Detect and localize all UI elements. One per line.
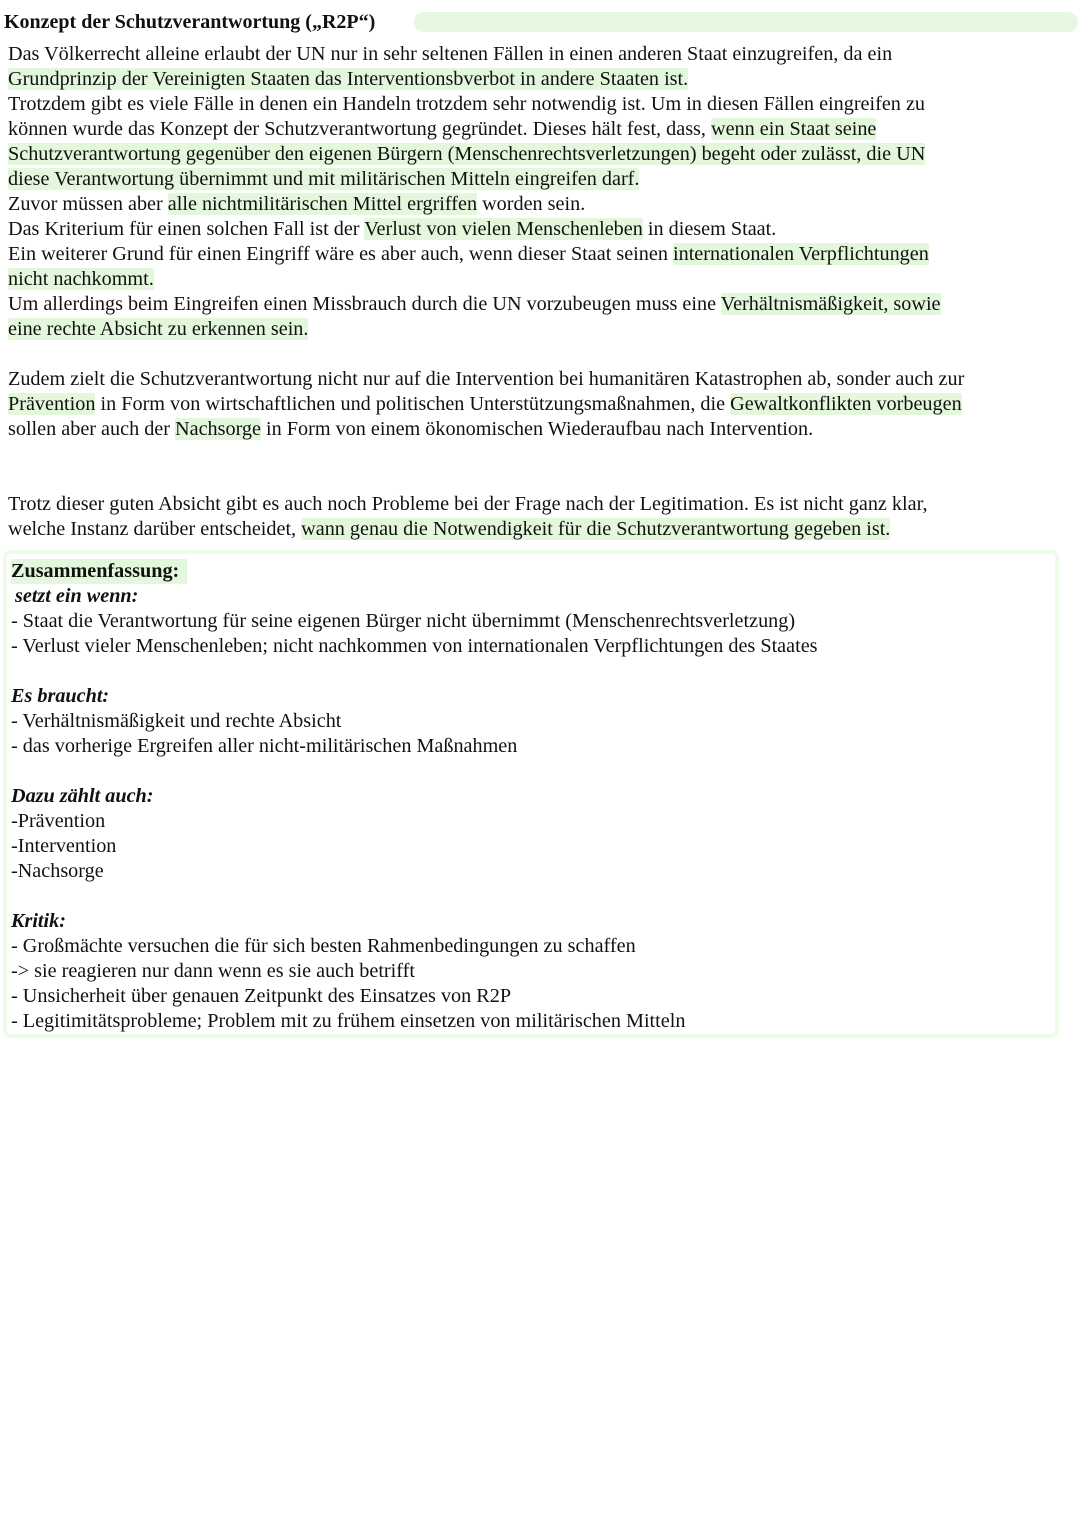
paragraph-line [8, 92, 1070, 117]
highlight: Prävention [8, 393, 96, 415]
section-heading: Es braucht: [11, 685, 110, 707]
text: Zudem zielt die Schutzverantwortung nicht nur auf die Intervention bei humanitären Katastrophen ab, sonder auch zur [8, 368, 965, 390]
highlight: Verhältnismäßigkeit, sowie [720, 293, 941, 315]
paragraph-line [8, 42, 1070, 67]
page-title: Konzept der Schutzverantwortung („R2P“) [4, 11, 376, 33]
text: können wurde das Konzept der Schutzverantwortung gegründet. Dieses hält fest, dass, [8, 118, 712, 140]
list-item: - Staat die Verantwortung für seine eigenen Bürger nicht übernimmt (Menschenrechtsverletzung) [11, 610, 796, 632]
text: worden sein. [477, 193, 586, 215]
highlight: Nachsorge [175, 418, 261, 440]
list-item: -> sie reagieren nur dann wenn es sie auch betrifft [11, 960, 415, 982]
list-item: -Nachsorge [11, 860, 104, 882]
highlight: Schutzverantwortung gegenüber den eigenen Bürgern (Menschenrechtsverletzungen) begeht oder zulässt, die UN [8, 143, 926, 165]
highlight: internationalen Verpflichtungen [673, 243, 929, 265]
paragraph-line [8, 242, 1070, 267]
text: Um allerdings beim Eingreifen einen Missbrauch durch die UN vorzubeugen muss eine [8, 293, 721, 315]
list-item: - das vorherige Ergreifen aller nicht-militärischen Maßnahmen [11, 735, 518, 757]
text: in diesem Staat. [642, 218, 777, 240]
paragraph-line [8, 142, 1070, 167]
document-body [8, 42, 1070, 542]
list-item: - Großmächte versuchen die für sich besten Rahmenbedingungen zu schaffen [11, 935, 636, 957]
list-item: -Intervention [11, 835, 117, 857]
paragraph-line [8, 517, 1070, 542]
paragraph-line [8, 292, 1070, 317]
section-heading: setzt ein wenn: [15, 585, 139, 607]
paragraph-line [8, 67, 1070, 92]
text: Zuvor müssen aber [8, 193, 168, 215]
paragraph-line [8, 192, 1070, 217]
paragraph-line [8, 267, 1070, 292]
list-item: -Prävention [11, 810, 106, 832]
paragraph-line [8, 392, 1070, 417]
title-row [4, 8, 1074, 38]
list-item: - Legitimitätsprobleme; Problem mit zu frühem einsetzen von militärischen Mitteln [11, 1010, 686, 1032]
paragraph-line [8, 217, 1070, 242]
highlight: wenn ein Staat seine [711, 118, 877, 140]
highlight: Grundprinzip der Vereinigten Staaten das Interventionsbverbot in andere Staaten ist. [8, 68, 689, 90]
summary-content [11, 559, 1051, 1034]
paragraph-line [8, 367, 1070, 392]
text: Trotzdem gibt es viele Fälle in denen ein Handeln trotzdem sehr notwendig ist. Um in diesen Fällen eingreifen zu [8, 93, 926, 115]
paragraph-line [8, 167, 1070, 192]
text: sollen aber auch der [8, 418, 176, 440]
highlight: nicht nachkommt. [8, 268, 154, 290]
summary-heading: Zusammenfassung: [11, 559, 187, 584]
paragraph-line [8, 117, 1070, 142]
summary-box [3, 550, 1059, 1038]
highlight: alle nichtmilitärischen Mittel ergriffen [167, 193, 478, 215]
text: welche Instanz darüber entscheidet, [8, 518, 302, 540]
highlight: diese Verantwortung übernimmt und mit militärischen Mitteln eingreifen darf. [8, 168, 640, 190]
text: Das Völkerrecht alleine erlaubt der UN nur in sehr seltenen Fällen in einen anderen Staat einzugreifen, da ein [8, 43, 893, 65]
text: in Form von wirtschaftlichen und politischen Unterstützungsmaßnahmen, die [95, 393, 731, 415]
highlight: Gewaltkonflikten vorbeugen [730, 393, 962, 415]
text: in Form von einem ökonomischen Wiederaufbau nach Intervention. [261, 418, 814, 440]
list-item: - Unsicherheit über genauen Zeitpunkt des Einsatzes von R2P [11, 985, 512, 1007]
paragraph-line [8, 317, 1070, 342]
list-item: - Verhältnismäßigkeit und rechte Absicht [11, 710, 342, 732]
highlight: Verlust von vielen Menschenleben [364, 218, 643, 240]
text: Trotz dieser guten Absicht gibt es auch noch Probleme bei der Frage nach der Legitimation. Es ist nicht ganz klar, [8, 493, 928, 515]
title-highlight-bar [414, 12, 1078, 32]
text: Ein weiterer Grund für einen Eingriff wäre es aber auch, wenn dieser Staat seinen [8, 243, 673, 265]
section-heading: Dazu zählt auch: [11, 785, 154, 807]
section-heading: Kritik: [11, 910, 66, 932]
paragraph-line [8, 417, 1070, 442]
highlight: eine rechte Absicht zu erkennen sein. [8, 318, 309, 340]
text: Das Kriterium für einen solchen Fall ist der [8, 218, 365, 240]
paragraph-line [8, 492, 1070, 517]
list-item: - Verlust vieler Menschenleben; nicht nachkommen von internationalen Verpflichtungen des Staates [11, 635, 818, 657]
highlight: wann genau die Notwendigkeit für die Schutzverantwortung gegeben ist. [301, 518, 891, 540]
